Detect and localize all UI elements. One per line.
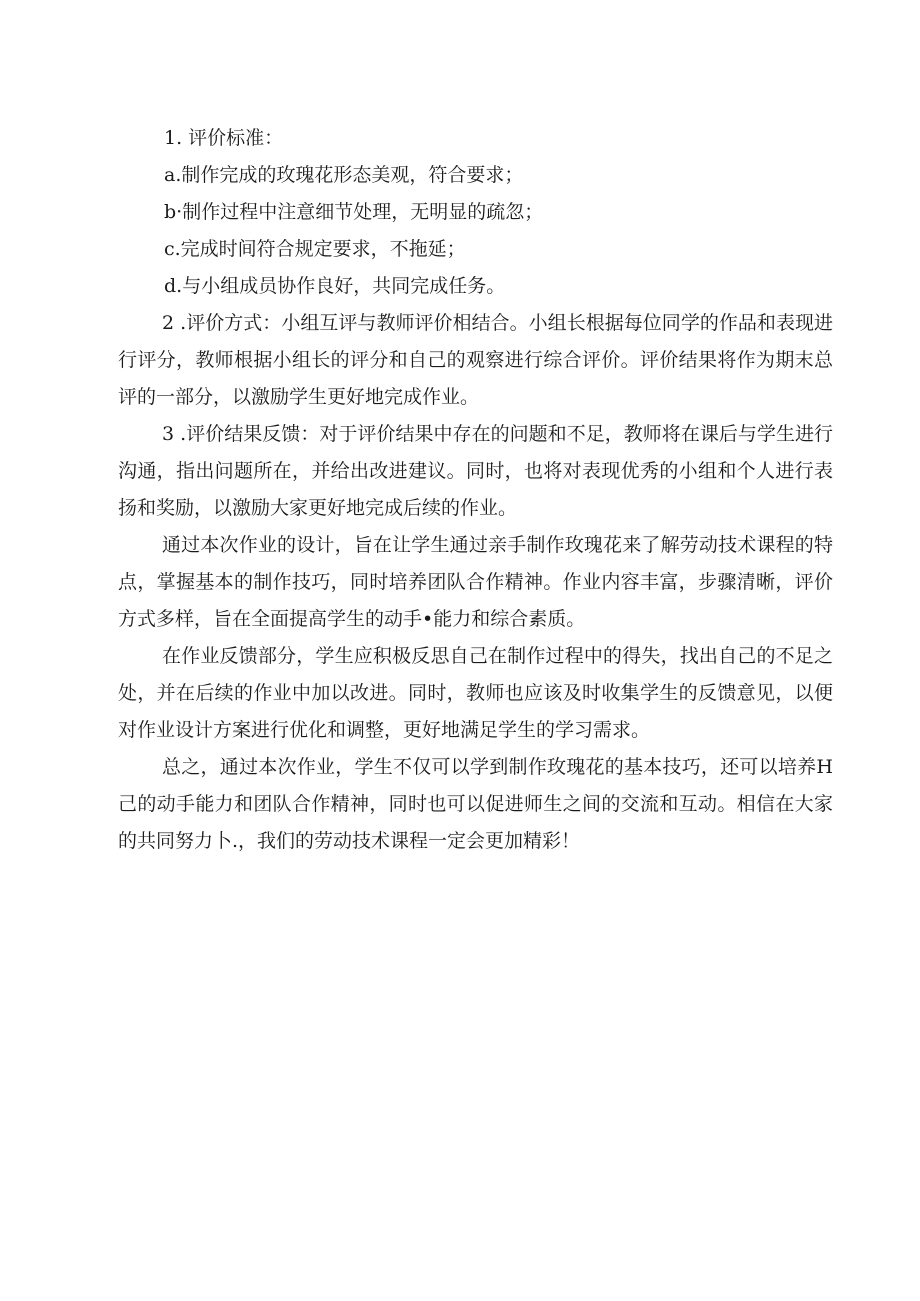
document-body bbox=[118, 120, 833, 860]
criteria-item-c: c.完成时间符合规定要求，不拖延； bbox=[164, 238, 466, 260]
paragraph-conclusion: 总之，通过本次作业，学生不仅可以学到制作玫瑰花的基本技巧，还可以培养H己的动手能力和团队合作精神，同时也可以促进师生之间的交流和互动。相信在大家的共同努力卜.，我们的劳动技术课程一定会更加精彩！ bbox=[118, 756, 833, 852]
criteria-heading: 1. 评价标准： bbox=[164, 127, 284, 149]
criteria-item-b: b·制作过程中注意细节处理，无明显的疏忽； bbox=[164, 201, 544, 223]
paragraph-design-purpose: 通过本次作业的设计，旨在让学生通过亲手制作玫瑰花来了解劳动技术课程的特点，掌握基本的制作技巧，同时培养团队合作精神。作业内容丰富，步骤清晰，评价方式多样，旨在全面提高学生的动手•能力和综合素质。 bbox=[118, 534, 833, 630]
paragraph-student-reflection: 在作业反馈部分，学生应积极反思自己在制作过程中的得失，找出自己的不足之处，并在后续的作业中加以改进。同时，教师也应该及时收集学生的反馈意见，以便对作业设计方案进行优化和调整，更好地满足学生的学习需求。 bbox=[118, 645, 833, 741]
criteria-item-d: d.与小组成员协作良好，共同完成任务。 bbox=[164, 275, 506, 297]
paragraph-evaluation-feedback: 3 .评价结果反馈：对于评价结果中存在的问题和不足，教师将在课后与学生进行沟通，指出问题所在，并给出改进建议。同时，也将对表现优秀的小组和个人进行表扬和奖励，以激励大家更好地完成后续的作业。 bbox=[118, 423, 833, 519]
paragraph-evaluation-method: 2 .评价方式：小组互评与教师评价相结合。小组长根据每位同学的作品和表现进行评分，教师根据小组长的评分和自己的观察进行综合评价。评价结果将作为期末总评的一部分，以激励学生更好地完成作业。 bbox=[118, 312, 833, 408]
criteria-item-a: a.制作完成的玫瑰花形态美观，符合要求； bbox=[164, 164, 524, 186]
